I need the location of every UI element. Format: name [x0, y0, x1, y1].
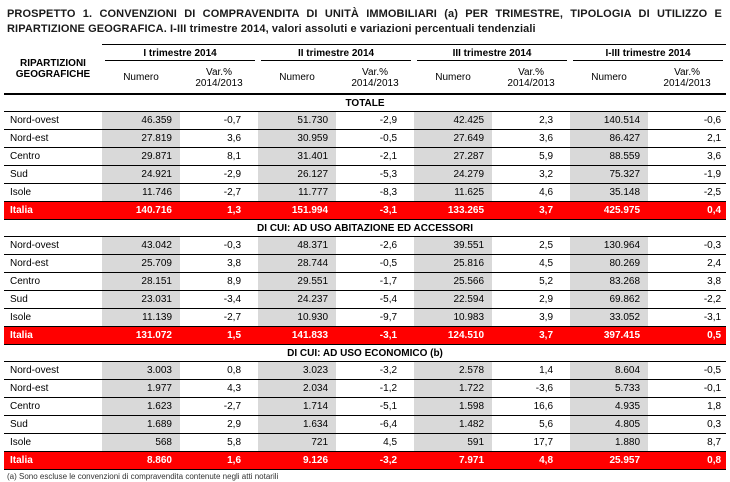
- var-percent-cell: -9,7: [336, 309, 414, 327]
- numero-cell: 24.237: [258, 291, 336, 309]
- numero-cell: 1.598: [414, 398, 492, 416]
- numero-cell: 24.279: [414, 166, 492, 184]
- table-row: [4, 237, 726, 255]
- total-row: [4, 202, 726, 220]
- numero-cell: 140.514: [570, 112, 648, 130]
- subheader-numero: Numero: [102, 62, 180, 94]
- numero-cell: 29.551: [258, 273, 336, 291]
- numero-cell: 397.415: [570, 327, 648, 345]
- table-row: [4, 434, 726, 452]
- group-q1-label: I trimestre 2014: [105, 46, 255, 61]
- var-percent-cell: -2,1: [336, 148, 414, 166]
- var-percent-cell: -0,3: [180, 237, 258, 255]
- region-label: Nord-ovest: [4, 112, 102, 130]
- table-row: [4, 309, 726, 327]
- var-percent-cell: -8,3: [336, 184, 414, 202]
- var-percent-cell: -3,4: [180, 291, 258, 309]
- table-row: [4, 380, 726, 398]
- numero-cell: 1.482: [414, 416, 492, 434]
- numero-cell: 8.604: [570, 362, 648, 380]
- var-percent-cell: -1,7: [336, 273, 414, 291]
- var-percent-cell: 8,1: [180, 148, 258, 166]
- numero-cell: 28.151: [102, 273, 180, 291]
- var-percent-cell: 2,9: [492, 291, 570, 309]
- region-label: Isole: [4, 309, 102, 327]
- var-percent-cell: 1,3: [180, 202, 258, 220]
- numero-cell: 2.034: [258, 380, 336, 398]
- footnote: (a) Sono escluse le convenzioni di compravendita contenute negli atti notarili: [7, 472, 279, 481]
- region-label: Centro: [4, 398, 102, 416]
- var-percent-cell: -3,1: [336, 327, 414, 345]
- numero-cell: 27.819: [102, 130, 180, 148]
- table-row: [4, 255, 726, 273]
- region-label: Nord-est: [4, 255, 102, 273]
- var-percent-cell: -5,1: [336, 398, 414, 416]
- numero-cell: 28.744: [258, 255, 336, 273]
- numero-cell: 29.871: [102, 148, 180, 166]
- section-header-row: [4, 94, 726, 112]
- region-label: Sud: [4, 291, 102, 309]
- region-label: Isole: [4, 434, 102, 452]
- region-label: Nord-ovest: [4, 237, 102, 255]
- numero-cell: 1.977: [102, 380, 180, 398]
- var-percent-cell: -0,5: [336, 255, 414, 273]
- var-percent-cell: 5,8: [180, 434, 258, 452]
- var-percent-cell: 3,6: [180, 130, 258, 148]
- numero-cell: 86.427: [570, 130, 648, 148]
- numero-cell: 5.733: [570, 380, 648, 398]
- numero-cell: 11.746: [102, 184, 180, 202]
- numero-cell: 80.269: [570, 255, 648, 273]
- table-row: [4, 362, 726, 380]
- numero-cell: 25.566: [414, 273, 492, 291]
- group-header-row: [4, 45, 726, 63]
- var-percent-cell: 3,6: [492, 130, 570, 148]
- numero-cell: 4.935: [570, 398, 648, 416]
- section-header-row: [4, 220, 726, 237]
- row-header-label: RIPARTIZIONI GEOGRAFICHE: [4, 45, 102, 95]
- sub-header-row: [4, 62, 726, 94]
- table-row: [4, 112, 726, 130]
- var-percent-cell: 1,5: [180, 327, 258, 345]
- group-q1: [102, 45, 258, 63]
- var-percent-cell: 1,4: [492, 362, 570, 380]
- var-percent-cell: 8,7: [648, 434, 726, 452]
- numero-cell: 568: [102, 434, 180, 452]
- var-percent-cell: -3,2: [336, 452, 414, 470]
- var-percent-cell: 0,5: [648, 327, 726, 345]
- table-row: [4, 130, 726, 148]
- var-percent-cell: -0,7: [180, 112, 258, 130]
- group-q3-label: III trimestre 2014: [417, 46, 567, 61]
- numero-cell: 721: [258, 434, 336, 452]
- numero-cell: 22.594: [414, 291, 492, 309]
- numero-cell: 1.714: [258, 398, 336, 416]
- var-percent-cell: 5,9: [492, 148, 570, 166]
- var-percent-cell: 3,8: [648, 273, 726, 291]
- region-label: Italia: [4, 452, 102, 470]
- region-label: Centro: [4, 273, 102, 291]
- var-percent-cell: 4,3: [180, 380, 258, 398]
- prospetto-table: [4, 44, 726, 470]
- numero-cell: 124.510: [414, 327, 492, 345]
- numero-cell: 10.983: [414, 309, 492, 327]
- numero-cell: 83.268: [570, 273, 648, 291]
- numero-cell: 42.425: [414, 112, 492, 130]
- numero-cell: 23.031: [102, 291, 180, 309]
- var-percent-cell: -5,3: [336, 166, 414, 184]
- numero-cell: 24.921: [102, 166, 180, 184]
- numero-cell: 26.127: [258, 166, 336, 184]
- var-percent-cell: -3,1: [336, 202, 414, 220]
- var-percent-cell: 0,8: [180, 362, 258, 380]
- var-percent-cell: 0,8: [648, 452, 726, 470]
- numero-cell: 9.126: [258, 452, 336, 470]
- numero-cell: 10.930: [258, 309, 336, 327]
- subheader-numero: Numero: [570, 62, 648, 94]
- var-percent-cell: -0,6: [648, 112, 726, 130]
- section-header-row: [4, 345, 726, 362]
- table-row: [4, 398, 726, 416]
- var-percent-cell: -2,6: [336, 237, 414, 255]
- var-percent-cell: -5,4: [336, 291, 414, 309]
- numero-cell: 1.880: [570, 434, 648, 452]
- region-label: Sud: [4, 416, 102, 434]
- region-label: Sud: [4, 166, 102, 184]
- region-label: Nord-est: [4, 380, 102, 398]
- var-percent-cell: 17,7: [492, 434, 570, 452]
- var-percent-cell: 3,7: [492, 327, 570, 345]
- numero-cell: 35.148: [570, 184, 648, 202]
- section-label: TOTALE: [4, 94, 726, 112]
- numero-cell: 3.023: [258, 362, 336, 380]
- subheader-var: Var.% 2014/2013: [336, 62, 414, 94]
- var-percent-cell: 3,6: [648, 148, 726, 166]
- var-percent-cell: 2,9: [180, 416, 258, 434]
- numero-cell: 1.689: [102, 416, 180, 434]
- var-percent-cell: -2,9: [336, 112, 414, 130]
- var-percent-cell: -2,7: [180, 184, 258, 202]
- numero-cell: 46.359: [102, 112, 180, 130]
- var-percent-cell: 2,1: [648, 130, 726, 148]
- numero-cell: 11.625: [414, 184, 492, 202]
- var-percent-cell: -1,9: [648, 166, 726, 184]
- var-percent-cell: 8,9: [180, 273, 258, 291]
- var-percent-cell: -3,6: [492, 380, 570, 398]
- region-label: Italia: [4, 202, 102, 220]
- numero-cell: 25.816: [414, 255, 492, 273]
- table-row: [4, 291, 726, 309]
- numero-cell: 25.709: [102, 255, 180, 273]
- total-row: [4, 327, 726, 345]
- numero-cell: 133.265: [414, 202, 492, 220]
- var-percent-cell: 2,5: [492, 237, 570, 255]
- subheader-numero: Numero: [414, 62, 492, 94]
- table-header: [4, 45, 726, 95]
- numero-cell: 8.860: [102, 452, 180, 470]
- numero-cell: 3.003: [102, 362, 180, 380]
- var-percent-cell: 0,4: [648, 202, 726, 220]
- group-q2: [258, 45, 414, 63]
- numero-cell: 591: [414, 434, 492, 452]
- table-body: [4, 94, 726, 470]
- table-row: [4, 148, 726, 166]
- var-percent-cell: 4,5: [336, 434, 414, 452]
- group-q3: [414, 45, 570, 63]
- numero-cell: 48.371: [258, 237, 336, 255]
- var-percent-cell: 4,6: [492, 184, 570, 202]
- var-percent-cell: -2,7: [180, 398, 258, 416]
- numero-cell: 2.578: [414, 362, 492, 380]
- var-percent-cell: -3,1: [648, 309, 726, 327]
- var-percent-cell: 3,7: [492, 202, 570, 220]
- numero-cell: 25.957: [570, 452, 648, 470]
- var-percent-cell: 4,5: [492, 255, 570, 273]
- numero-cell: 75.327: [570, 166, 648, 184]
- var-percent-cell: -6,4: [336, 416, 414, 434]
- numero-cell: 425.975: [570, 202, 648, 220]
- numero-cell: 141.833: [258, 327, 336, 345]
- var-percent-cell: -3,2: [336, 362, 414, 380]
- numero-cell: 130.964: [570, 237, 648, 255]
- var-percent-cell: 3,9: [492, 309, 570, 327]
- var-percent-cell: 3,2: [492, 166, 570, 184]
- var-percent-cell: -0,5: [648, 362, 726, 380]
- region-label: Centro: [4, 148, 102, 166]
- var-percent-cell: 1,8: [648, 398, 726, 416]
- table-row: [4, 166, 726, 184]
- numero-cell: 7.971: [414, 452, 492, 470]
- numero-cell: 30.959: [258, 130, 336, 148]
- var-percent-cell: 5,2: [492, 273, 570, 291]
- numero-cell: 43.042: [102, 237, 180, 255]
- subheader-var: Var.% 2014/2013: [492, 62, 570, 94]
- table-row: [4, 416, 726, 434]
- var-percent-cell: -0,3: [648, 237, 726, 255]
- var-percent-cell: -0,1: [648, 380, 726, 398]
- region-label: Nord-est: [4, 130, 102, 148]
- group-q1q3: [570, 45, 726, 63]
- region-label: Italia: [4, 327, 102, 345]
- var-percent-cell: -2,2: [648, 291, 726, 309]
- total-row: [4, 452, 726, 470]
- var-percent-cell: -2,7: [180, 309, 258, 327]
- var-percent-cell: 2,3: [492, 112, 570, 130]
- numero-cell: 39.551: [414, 237, 492, 255]
- subheader-var: Var.% 2014/2013: [648, 62, 726, 94]
- numero-cell: 4.805: [570, 416, 648, 434]
- group-q2-label: II trimestre 2014: [261, 46, 411, 61]
- numero-cell: 131.072: [102, 327, 180, 345]
- group-q1q3-label: I-III trimestre 2014: [573, 46, 723, 61]
- section-label: DI CUI: AD USO ECONOMICO (b): [4, 345, 726, 362]
- numero-cell: 27.649: [414, 130, 492, 148]
- numero-cell: 1.623: [102, 398, 180, 416]
- numero-cell: 1.634: [258, 416, 336, 434]
- var-percent-cell: -2,5: [648, 184, 726, 202]
- numero-cell: 1.722: [414, 380, 492, 398]
- numero-cell: 31.401: [258, 148, 336, 166]
- region-label: Nord-ovest: [4, 362, 102, 380]
- var-percent-cell: -1,2: [336, 380, 414, 398]
- var-percent-cell: 4,8: [492, 452, 570, 470]
- subheader-numero: Numero: [258, 62, 336, 94]
- section-label: DI CUI: AD USO ABITAZIONE ED ACCESSORI: [4, 220, 726, 237]
- numero-cell: 151.994: [258, 202, 336, 220]
- var-percent-cell: 2,4: [648, 255, 726, 273]
- numero-cell: 51.730: [258, 112, 336, 130]
- subheader-var: Var.% 2014/2013: [180, 62, 258, 94]
- numero-cell: 88.559: [570, 148, 648, 166]
- var-percent-cell: 0,3: [648, 416, 726, 434]
- table-row: [4, 184, 726, 202]
- table-row: [4, 273, 726, 291]
- numero-cell: 11.777: [258, 184, 336, 202]
- var-percent-cell: -0,5: [336, 130, 414, 148]
- var-percent-cell: 16,6: [492, 398, 570, 416]
- numero-cell: 69.862: [570, 291, 648, 309]
- numero-cell: 11.139: [102, 309, 180, 327]
- var-percent-cell: -2,9: [180, 166, 258, 184]
- table-title: PROSPETTO 1. CONVENZIONI DI COMPRAVENDITA DI UNITÀ IMMOBILIARI (a) PER TRIMESTRE, TIPOLOGIA DI UTILIZZO E RIPARTIZIONE GEOGRAFICA. I-III trimestre 2014, valori assoluti e variazioni percentuali tendenziali: [7, 8, 722, 35]
- var-percent-cell: 1,6: [180, 452, 258, 470]
- region-label: Isole: [4, 184, 102, 202]
- numero-cell: 33.052: [570, 309, 648, 327]
- var-percent-cell: 3,8: [180, 255, 258, 273]
- var-percent-cell: 5,6: [492, 416, 570, 434]
- numero-cell: 27.287: [414, 148, 492, 166]
- numero-cell: 140.716: [102, 202, 180, 220]
